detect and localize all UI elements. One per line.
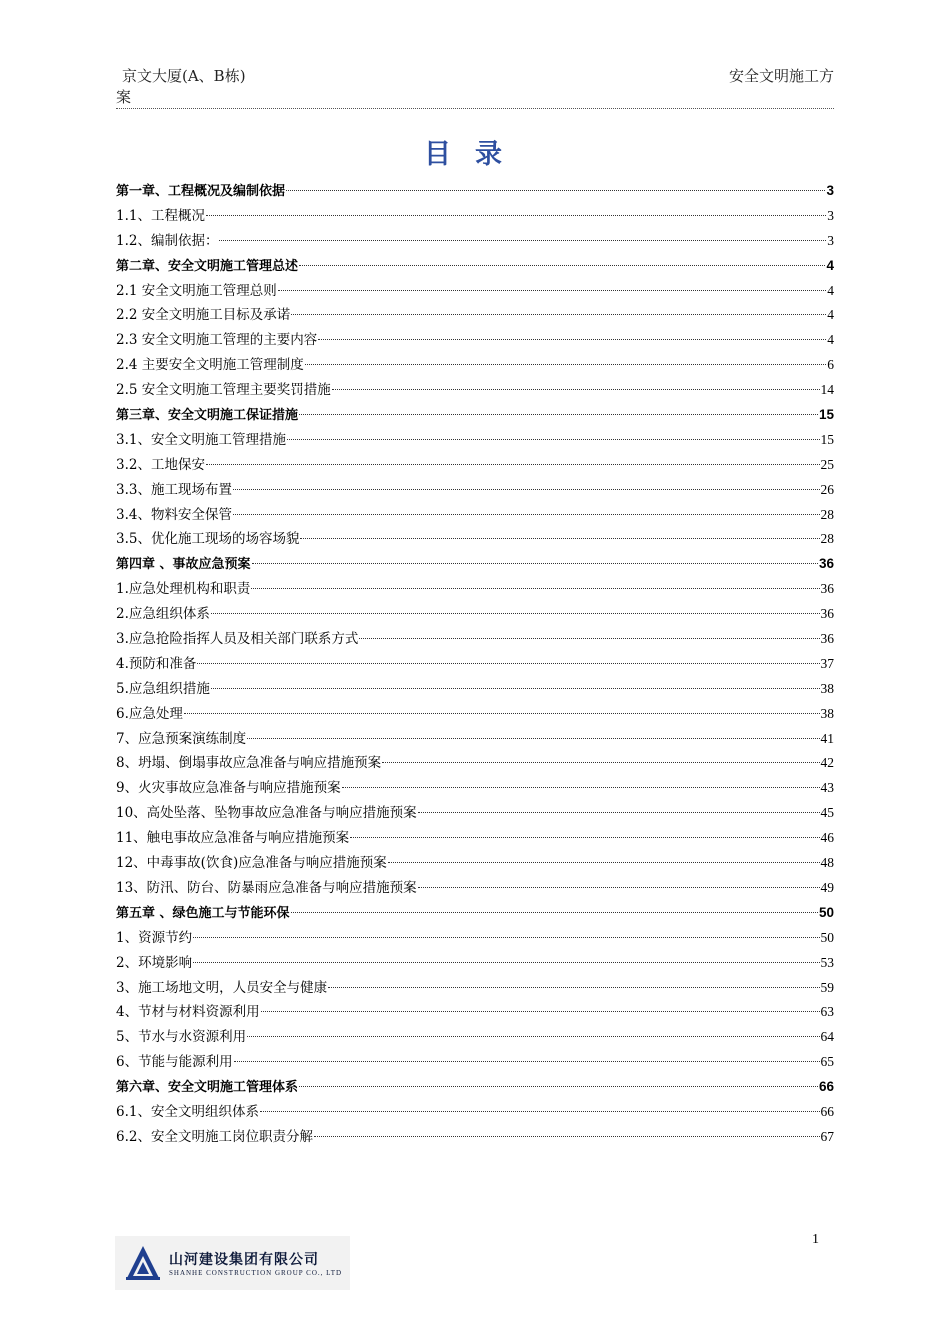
toc-section-entry[interactable] [116, 503, 834, 528]
toc-entry-title: 9、火灾事故应急准备与响应措施预案 [116, 780, 341, 797]
toc-entry-title: 第六章、安全文明施工管理体系 [116, 1080, 299, 1096]
toc-leader-dots [359, 638, 819, 639]
toc-page-number: 4 [827, 307, 834, 323]
toc-page-number: 28 [820, 506, 834, 522]
header-divider [116, 108, 834, 109]
company-logo [115, 1236, 350, 1290]
toc-leader-dots [197, 663, 819, 664]
toc-page-number: 26 [820, 481, 834, 497]
toc-page-number: 63 [820, 1004, 834, 1020]
toc-leader-dots [291, 314, 826, 315]
toc-leader-dots [211, 688, 820, 689]
toc-page-number: 50 [818, 904, 834, 920]
toc-entry-title: 3.5、优化施工现场的场容场貌 [116, 531, 300, 548]
toc-section-entry[interactable] [116, 851, 834, 876]
toc-entry-title: 4.预防和准备 [116, 655, 197, 672]
toc-section-entry[interactable] [116, 279, 834, 304]
toc-page-number: 4 [827, 332, 834, 348]
toc-section-entry[interactable] [116, 627, 834, 652]
toc-page-number: 65 [820, 1054, 834, 1070]
toc-entry-title: 10、高处坠落、坠物事故应急准备与响应措施预案 [116, 805, 417, 822]
toc-section-entry[interactable] [116, 776, 834, 801]
toc-leader-dots [388, 862, 820, 863]
toc-entry-title: 2、环境影响 [116, 954, 193, 971]
toc-leader-dots [418, 812, 820, 813]
toc-chapter-entry[interactable] [116, 179, 834, 204]
toc-leader-dots [299, 265, 825, 266]
toc-entry-title: 3.1、安全文明施工管理措施 [116, 431, 286, 448]
toc-leader-dots [252, 563, 818, 564]
toc-entry-title: 第三章、安全文明施工保证措施 [116, 408, 299, 424]
toc-leader-dots [318, 339, 826, 340]
toc-leader-dots [278, 290, 826, 291]
toc-entry-title: 2.3 安全文明施工管理的主要内容 [116, 332, 318, 349]
toc-leader-dots [261, 1011, 820, 1012]
toc-leader-dots [332, 389, 820, 390]
toc-entry-title: 5.应急组织措施 [116, 680, 210, 697]
page-number: 1 [812, 1232, 819, 1247]
toc-page-number: 43 [820, 780, 834, 796]
toc-section-entry[interactable] [116, 353, 834, 378]
toc-page-number: 28 [820, 531, 834, 547]
toc-leader-dots [286, 190, 825, 191]
toc-section-entry[interactable] [116, 951, 834, 976]
toc-leader-dots [314, 1136, 820, 1137]
toc-leader-dots [299, 1086, 818, 1087]
toc-page-number: 15 [820, 431, 834, 447]
toc-entry-title: 11、触电事故应急准备与响应措施预案 [116, 830, 350, 847]
toc-page-number: 45 [820, 805, 834, 821]
toc-leader-dots [234, 1061, 820, 1062]
toc-entry-title: 3.3、施工现场布置 [116, 481, 232, 498]
toc-section-entry[interactable] [116, 478, 834, 503]
toc-leader-dots [260, 1111, 820, 1112]
toc-chapter-entry[interactable] [116, 403, 834, 428]
toc-entry-title: 2.1 安全文明施工管理总则 [116, 282, 277, 299]
toc-section-entry[interactable] [116, 751, 834, 776]
toc-leader-dots [219, 240, 826, 241]
toc-page-number: 67 [820, 1128, 834, 1144]
toc-entry-title: 6.2、安全文明施工岗位职责分解 [116, 1128, 313, 1145]
toc-entry-title: 2.4 主要安全文明施工管理制度 [116, 357, 304, 374]
toc-section-entry[interactable] [116, 577, 834, 602]
toc-section-entry[interactable] [116, 826, 834, 851]
toc-page-number: 3 [826, 183, 834, 198]
logo-company-name: 山河建设集团有限公司 [169, 1252, 319, 1268]
toc-page-number: 59 [820, 979, 834, 995]
toc-section-entry[interactable] [116, 801, 834, 826]
toc-entry-title: 2.应急组织体系 [116, 606, 210, 623]
toc-page-number: 4 [827, 282, 834, 298]
toc-page-number: 36 [820, 631, 834, 647]
toc-leader-dots [193, 937, 819, 938]
toc-page-number: 3 [827, 207, 834, 223]
toc-page-number: 66 [820, 1103, 834, 1119]
toc-entry-title: 1.1、工程概况 [116, 207, 205, 224]
toc-section-entry[interactable] [116, 527, 834, 552]
header-left-line2: 案 [116, 88, 132, 106]
toc-page-number: 66 [818, 1079, 834, 1095]
toc-section-entry[interactable] [116, 677, 834, 702]
toc-page-number: 64 [820, 1029, 834, 1045]
toc-page-number: 38 [820, 680, 834, 696]
toc-chapter-entry[interactable] [116, 1075, 834, 1100]
toc-chapter-entry[interactable] [116, 254, 834, 279]
toc-page-number: 4 [826, 257, 834, 273]
toc-page-number: 14 [820, 382, 834, 398]
toc-section-entry[interactable] [116, 328, 834, 353]
toc-entry-title: 8、坍塌、倒塌事故应急准备与响应措施预案 [116, 755, 382, 772]
toc-section-entry[interactable] [116, 652, 834, 677]
logo-company-name-en: SHANHE CONSTRUCTION GROUP CO., LTD [169, 1269, 343, 1277]
toc-section-entry[interactable] [116, 602, 834, 627]
toc-entry-title: 3、施工场地文明，人员安全与健康 [116, 979, 328, 996]
toc-section-entry[interactable] [116, 876, 834, 901]
toc-page-number: 37 [820, 655, 834, 671]
toc-section-entry[interactable] [116, 702, 834, 727]
toc-entry-title: 13、防汛、防台、防暴雨应急准备与响应措施预案 [116, 879, 417, 896]
toc-section-entry[interactable] [116, 453, 834, 478]
toc-page-number: 42 [820, 755, 834, 771]
toc-entry-title: 1.应急处理机构和职责 [116, 581, 251, 598]
toc-section-entry[interactable] [116, 1125, 834, 1150]
toc-page-number: 6 [827, 357, 834, 373]
toc-section-entry[interactable] [116, 428, 834, 453]
toc-entry-title: 6.应急处理 [116, 705, 183, 722]
toc-page-number: 49 [820, 879, 834, 895]
toc-entry-title: 第一章、工程概况及编制依据 [116, 184, 286, 199]
toc-page-number: 25 [820, 456, 834, 472]
toc-page-number: 53 [820, 954, 834, 970]
toc-title: 目录 [424, 139, 526, 170]
toc-leader-dots [247, 738, 819, 739]
toc-page-number: 3 [827, 232, 834, 248]
toc-leader-dots [299, 414, 818, 415]
toc-leader-dots [300, 538, 819, 539]
toc-section-entry[interactable] [116, 303, 834, 328]
toc-page-number: 48 [820, 855, 834, 871]
toc-leader-dots [247, 1036, 819, 1037]
toc-entry-title: 第二章、安全文明施工管理总述 [116, 258, 299, 274]
toc-page-number: 50 [820, 929, 834, 945]
toc-leader-dots [305, 364, 826, 365]
toc-section-entry[interactable] [116, 976, 834, 1001]
toc-section-entry[interactable] [116, 1025, 834, 1050]
toc-section-entry[interactable] [116, 926, 834, 951]
toc-leader-dots [382, 762, 819, 763]
toc-leader-dots [350, 837, 819, 838]
toc-entry-title: 3.2、工地保安 [116, 456, 205, 473]
toc-leader-dots [342, 787, 820, 788]
toc-page-number: 46 [820, 830, 834, 846]
toc-leader-dots [193, 962, 819, 963]
toc-chapter-entry[interactable] [116, 552, 834, 577]
toc-section-entry[interactable] [116, 1000, 834, 1025]
toc-leader-dots [328, 987, 819, 988]
toc-leader-dots [233, 514, 820, 515]
toc-entry-title: 2.2 安全文明施工目标及承诺 [116, 307, 291, 324]
toc-leader-dots [211, 613, 820, 614]
toc-entry-title: 2.5 安全文明施工管理主要奖罚措施 [116, 382, 331, 399]
toc-leader-dots [233, 489, 820, 490]
toc-page-number: 15 [818, 407, 834, 423]
toc-leader-dots [287, 439, 820, 440]
header-left-line1: 京文大厦(A、B栋) [122, 67, 246, 85]
toc-entry-title: 5、节水与水资源利用 [116, 1029, 247, 1046]
toc-section-entry[interactable] [116, 378, 834, 403]
logo-mountain-icon [123, 1243, 163, 1283]
toc-section-entry[interactable] [116, 1050, 834, 1075]
toc-entry-title: 1.2、编制依据： [116, 232, 219, 249]
toc-entry-title: 12、中毒事故(饮食)应急准备与响应措施预案 [116, 855, 387, 872]
toc-section-entry[interactable] [116, 1100, 834, 1125]
toc-leader-dots [251, 588, 819, 589]
toc-leader-dots [184, 713, 820, 714]
toc-page-number: 38 [820, 705, 834, 721]
toc-entry-title: 第四章 、事故应急预案 [116, 557, 251, 573]
header-document-title: 安全文明施工方 [728, 67, 834, 85]
toc-entry-title: 第五章 、绿色施工与节能环保 [116, 905, 290, 921]
toc-page-number: 41 [820, 730, 834, 746]
header-project-name [116, 66, 316, 108]
toc-entry-title: 3.4、物料安全保管 [116, 506, 232, 523]
toc-entry-title: 3.应急抢险指挥人员及相关部门联系方式 [116, 631, 359, 648]
toc-section-entry[interactable] [116, 727, 834, 752]
toc-entry-title: 6、节能与能源利用 [116, 1054, 233, 1071]
toc-leader-dots [418, 887, 820, 888]
toc-entry-title: 6.1、安全文明组织体系 [116, 1103, 259, 1120]
table-of-contents [116, 179, 834, 1150]
toc-entry-title: 1、资源节约 [116, 929, 193, 946]
toc-page-number: 36 [820, 606, 834, 622]
toc-section-entry[interactable] [116, 204, 834, 229]
toc-entry-title: 7、应急预案演练制度 [116, 730, 247, 747]
toc-page-number: 36 [820, 581, 834, 597]
toc-leader-dots [291, 912, 818, 913]
toc-section-entry[interactable] [116, 229, 834, 254]
toc-leader-dots [206, 464, 820, 465]
toc-entry-title: 4、节材与材料资源利用 [116, 1004, 260, 1021]
toc-leader-dots [206, 215, 826, 216]
toc-chapter-entry[interactable] [116, 901, 834, 926]
toc-page-number: 36 [818, 556, 834, 572]
